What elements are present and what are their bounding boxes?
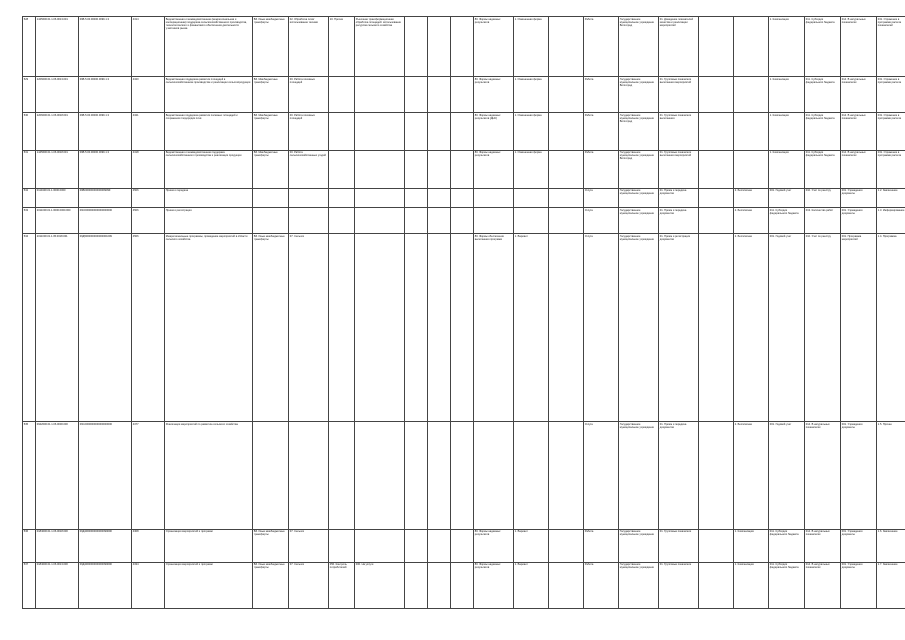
table-cell: 4314 — [132, 17, 165, 77]
table-cell: 001. Годовой учет — [769, 188, 805, 207]
table-cell — [451, 188, 474, 207]
table-cell: 80. Формы обеспечения выполнения программ — [474, 234, 514, 422]
table-cell — [428, 150, 451, 188]
table-cell: 01. Групповые показатели выполнения мероприятий — [659, 77, 699, 113]
table-cell: 80. Формы надежных результатов — [474, 77, 514, 113]
table-cell: 1.2. Заключение — [877, 188, 905, 207]
table-cell — [549, 150, 584, 188]
table-cell: 001. Учреждения документы — [841, 422, 877, 529]
table-cell: 09С0000000000000000000 — [79, 207, 132, 233]
table-cell: 01. Групповые показатели — [659, 529, 699, 562]
table-cell: 4377 — [132, 422, 165, 529]
table-cell: 4321 — [132, 113, 165, 150]
table-cell — [549, 422, 584, 529]
table-cell: 1. Компенсация — [734, 562, 769, 608]
table-cell — [329, 113, 355, 150]
table-cell: 09Д4000000000000099090 — [79, 562, 132, 608]
table-cell: 1.6. Заключение — [877, 529, 905, 562]
table-cell: ВЗ. Межбюджетные трансферты — [253, 77, 289, 113]
table-cell: Ведомственная поддержка развития площадей в сельскохозяйственном производстве и реализации сельхозпродукции — [165, 77, 253, 113]
table-cell — [405, 562, 428, 608]
table-cell — [329, 150, 355, 188]
table-cell: Государственное муниципальное учреждение — [619, 234, 659, 422]
table-cell — [699, 188, 734, 207]
table-cell: 014. В натуральных показателях — [841, 150, 877, 188]
table-cell — [451, 207, 474, 233]
table-cell: 80. Формы надежных результатов (ДНС) — [474, 113, 514, 150]
table-cell — [405, 422, 428, 529]
table-cell — [289, 188, 329, 207]
table-row — [23, 17, 905, 77]
table-cell: 01. Групповые показатели выполнения мероприятий — [659, 150, 699, 188]
table-cell — [451, 150, 474, 188]
table-cell: 09В.5.00.00000.0099.1.3 — [79, 113, 132, 150]
table-cell: 4320 — [132, 77, 165, 113]
table-cell — [355, 529, 405, 562]
table-cell: 07. Сельхоз — [289, 562, 329, 608]
table-cell: Ведомственная и межведомственная (межрегиональная и кооперационная) поддержка сельскохозяйственного производства, технологического и финансового обеспечения деятельности участников рынка — [165, 17, 253, 77]
table-cell: Работа — [584, 17, 619, 77]
table-cell: 536 — [23, 529, 36, 562]
table-cell — [405, 17, 428, 77]
table-cell: 1445600.01.1.06.0013.001 — [36, 17, 79, 77]
table-cell — [405, 188, 428, 207]
table-cell: 02. Обработка почв/использование техники — [289, 17, 329, 77]
table-cell: 014. В натуральных показателях — [841, 17, 877, 77]
table-cell — [734, 17, 769, 77]
table-cell: 011. Субсидии федерального бюджета — [769, 207, 805, 233]
table-cell — [514, 422, 549, 529]
table-cell: 031. Отражение в программе расчета показателей — [877, 17, 905, 77]
table-cell: 014. В натуральных показателях — [841, 113, 877, 150]
table-cell — [699, 207, 734, 233]
table-cell: 00. Работа посевных площадей — [289, 77, 329, 113]
table-cell — [289, 207, 329, 233]
table-cell: 531 — [23, 150, 36, 188]
table-cell — [329, 529, 355, 562]
table-cell — [253, 422, 289, 529]
table-cell: 056. Контроль потребителей — [329, 562, 355, 608]
table-cell — [253, 207, 289, 233]
table-cell — [355, 207, 405, 233]
table-cell: 1.3. Информирование — [877, 207, 905, 233]
table-cell: 011. Субсидии федерального бюджета — [805, 17, 841, 77]
table-cell: 1. Измененная форма — [514, 150, 549, 188]
table-cell: Государственное муниципальное учреждение — [619, 422, 659, 529]
table-cell — [549, 17, 584, 77]
table-cell — [451, 17, 474, 77]
table-cell — [549, 207, 584, 233]
table-cell — [699, 234, 734, 422]
table-cell: Ведомственная и межведомственная поддержка сельскохозяйственного производства и реализации продукции — [165, 150, 253, 188]
table-cell: Услуга — [584, 234, 619, 422]
table-cell: 031. Отражение в программе расчета — [877, 77, 905, 113]
table-cell — [451, 529, 474, 562]
table-cell — [355, 150, 405, 188]
table-cell — [428, 207, 451, 233]
table-cell: 031. Отражение в программе расчета — [877, 113, 905, 150]
table-cell — [451, 77, 474, 113]
table-cell: ВЗ. Межбюджетные трансферты — [253, 113, 289, 150]
table-cell — [514, 207, 549, 233]
table-cell: Государственное муниципальное учреждение Волгоград — [619, 17, 659, 77]
table-cell — [699, 562, 734, 608]
table-cell: 011. Субсидии федерального бюджета — [805, 113, 841, 150]
table-cell: Работа — [584, 113, 619, 150]
table-cell: 0942000.01.1.06.0000.000 — [36, 422, 79, 529]
table-cell: 01. Доведение показателей качества и реализации мероприятий — [659, 17, 699, 77]
table-cell: 1. Измененная форма — [514, 17, 549, 77]
table-cell: Государственное муниципальное учреждение — [619, 207, 659, 233]
table-cell — [451, 562, 474, 608]
table-cell — [329, 207, 355, 233]
table-cell: 09В.5.00.00000.0099.1.3 — [79, 150, 132, 188]
table-cell: 01. Групповые показатели — [659, 562, 699, 608]
table-cell: 4506 — [132, 207, 165, 233]
table-row — [23, 77, 905, 113]
table-cell — [699, 422, 734, 529]
table-cell — [549, 113, 584, 150]
table-cell: 10. Прочие — [329, 17, 355, 77]
table-cell: 1. Измененная форма — [514, 77, 549, 113]
table-cell: 1. Компенсация — [734, 529, 769, 562]
table-cell: Ведомственная поддержка развития посевных площадей и сохранения плодородия почв — [165, 113, 253, 150]
table-cell — [329, 77, 355, 113]
table-cell: 1. Вариант — [514, 234, 549, 422]
table-row — [23, 422, 905, 529]
table-cell — [514, 188, 549, 207]
table-cell: 80. Формы надежных результатов — [474, 150, 514, 188]
table-cell — [428, 113, 451, 150]
table-cell: Организация мероприятий и программ — [165, 562, 253, 608]
table-cell: 01. Групповые показатели выполнения — [659, 113, 699, 150]
table-cell: 001. Учреждения документы — [841, 562, 877, 608]
table-cell — [451, 113, 474, 150]
table-cell: Работа — [584, 529, 619, 562]
table-cell: Государственное муниципальное учреждение — [619, 188, 659, 207]
table-cell: 0184000.01.1.06.0018.000 — [36, 529, 79, 562]
table-cell: Государственное муниципальное учреждение — [619, 562, 659, 608]
table-cell: Государственное муниципальное учреждение Волгоград — [619, 113, 659, 150]
table-cell — [549, 188, 584, 207]
table-cell: Прием и регистрация — [165, 207, 253, 233]
table-cell: 530 — [23, 113, 36, 150]
table-cell: 2011000.01.1.0000.0000.000 — [36, 207, 79, 233]
table-cell — [355, 188, 405, 207]
table-cell — [734, 113, 769, 150]
table-cell: 011. Субсидии федерального бюджета — [769, 529, 805, 562]
table-cell — [474, 188, 514, 207]
table-cell: 001. Учреждения документы — [841, 188, 877, 207]
table-cell — [289, 422, 329, 529]
table-cell: 80. Формы надежных результатов — [474, 562, 514, 608]
table-cell: 528 — [23, 17, 36, 77]
table-cell: 1.7. Заключение — [877, 562, 905, 608]
table-cell: 01. Прием и регистрация документов — [659, 234, 699, 422]
table-cell: 011. Субсидии федерального бюджета — [805, 150, 841, 188]
table-cell: 011. Субсидии федерального бюджета — [805, 77, 841, 113]
table-cell — [355, 77, 405, 113]
table-cell: 1.4. Программа — [877, 234, 905, 422]
table-row — [23, 150, 905, 188]
table-cell: 4506 — [132, 234, 165, 422]
table-cell — [405, 113, 428, 150]
table-cell: 07. Сельхоз — [289, 529, 329, 562]
table-cell: 010. Учет по реестру — [805, 188, 841, 207]
table-row — [23, 113, 905, 150]
table-cell — [699, 529, 734, 562]
table-cell — [405, 529, 428, 562]
table-cell: 09Д4000000000000099090 — [79, 529, 132, 562]
table-cell — [474, 422, 514, 529]
table-cell: 80. Формы надежных результатов — [474, 529, 514, 562]
table-cell: 1.5. Прочее — [877, 422, 905, 529]
table-cell: 07. Сельхоз — [289, 234, 329, 422]
table-cell — [474, 207, 514, 233]
table-cell: 09С2000000000000000000 — [79, 422, 132, 529]
table-cell: 1. Компенсация — [769, 17, 805, 77]
table-cell: 011. Субсидии федерального бюджета — [769, 562, 805, 608]
table-row — [23, 562, 905, 608]
table-cell: Государственное муниципальное учреждение — [619, 529, 659, 562]
table-cell: Реализация мероприятий по развитию сельского хозяйства — [165, 422, 253, 529]
table-cell: 532 — [23, 188, 36, 207]
table-row — [23, 234, 905, 422]
table-cell — [253, 188, 289, 207]
table-cell — [699, 77, 734, 113]
table-cell — [405, 234, 428, 422]
table-cell — [699, 150, 734, 188]
table-cell: 031. Отражение в программе расчета — [877, 150, 905, 188]
table-cell: 2. Бесплатная — [734, 207, 769, 233]
table-cell: 001. Годовой учет — [769, 422, 805, 529]
table-cell — [405, 150, 428, 188]
table-cell: 014. В натуральных показателях — [841, 77, 877, 113]
table-cell — [329, 234, 355, 422]
table-cell: 09В.5.00.00000.0099.1.3 — [79, 17, 132, 77]
table-cell: ВЗ. Иные межбюджетные трансферты — [253, 529, 289, 562]
table-cell — [428, 422, 451, 529]
table-cell — [405, 77, 428, 113]
table-cell: 01. Прием и передача документов — [659, 207, 699, 233]
table-cell — [549, 529, 584, 562]
table-cell: 013. Количество работ — [805, 207, 841, 233]
table-cell: 4308 — [132, 529, 165, 562]
table-row — [23, 207, 905, 233]
table-cell: 09В000000000000099099 — [79, 188, 132, 207]
table-cell: ВЗ. Иные межбюджетные трансферты — [253, 562, 289, 608]
table-cell — [428, 562, 451, 608]
table-cell: 1. Компенсация — [769, 150, 805, 188]
table-cell: 2. Бесплатная — [734, 188, 769, 207]
table-cell: 001. Годовой учет — [769, 234, 805, 422]
table-cell — [428, 234, 451, 422]
table-cell: 001. Учреждения документы — [841, 529, 877, 562]
table-cell: ВЗ. Иные межбюджетные трансферты — [253, 234, 289, 422]
table-cell: 537 — [23, 562, 36, 608]
table-cell: 4318 — [132, 150, 165, 188]
table-cell: 09В.5.00.00000.0099.1.3 — [79, 77, 132, 113]
table-cell: 01. Прием и передача документов — [659, 422, 699, 529]
table-cell: Работа — [584, 77, 619, 113]
table-cell — [699, 113, 734, 150]
table-cell — [428, 17, 451, 77]
table-cell: 4506 — [132, 188, 165, 207]
table-cell: 529 — [23, 77, 36, 113]
table-cell: 00. Работа посевных площадей — [289, 113, 329, 150]
table-cell: 0110430.01.1.0000.0000 — [36, 188, 79, 207]
table-cell: Работа — [584, 562, 619, 608]
table-cell: 1. Компенсация — [769, 113, 805, 150]
table-row — [23, 188, 905, 207]
table-cell: Государственное муниципальное учреждение Волгоград — [619, 77, 659, 113]
table-cell — [734, 150, 769, 188]
table-cell: 2206000.01.1.06.0018.001 — [36, 113, 79, 150]
table-cell: 2. Бесплатная — [734, 234, 769, 422]
table-cell — [355, 234, 405, 422]
table-cell — [329, 422, 355, 529]
table-cell — [428, 188, 451, 207]
table-cell: 001. Программа мероприятий — [841, 234, 877, 422]
table-cell — [329, 188, 355, 207]
table-cell — [734, 77, 769, 113]
table-cell: 01. Прием и передача документов — [659, 188, 699, 207]
table-cell: 014. В натуральных показателях — [805, 562, 841, 608]
table-cell: 1. Вариант — [514, 562, 549, 608]
table-cell — [699, 17, 734, 77]
table-cell — [451, 422, 474, 529]
table-cell: Услуга — [584, 188, 619, 207]
table-cell — [549, 77, 584, 113]
table-cell: 010. Учет по реестру — [805, 234, 841, 422]
table-cell: Услуга — [584, 207, 619, 233]
table-cell: 014. В натуральных показателях — [805, 529, 841, 562]
table-cell: 4334 — [132, 562, 165, 608]
table-row — [23, 529, 905, 562]
table-cell: 80. Формы надежных результатов — [474, 17, 514, 77]
table-cell: 1. Компенсация — [769, 77, 805, 113]
table-cell — [549, 562, 584, 608]
table-cell — [355, 422, 405, 529]
table-cell — [549, 234, 584, 422]
registry-table — [22, 16, 905, 609]
table-cell: 000. На услуги — [355, 562, 405, 608]
table-cell: 00. Работа сельскохозяйственных угодий — [289, 150, 329, 188]
table-cell: Государственное муниципальное учреждение Волгоград — [619, 150, 659, 188]
table-cell: Рыночная трансформационная обработка площадей: использование ресурсов сельского хозяйства — [355, 17, 405, 77]
table-cell — [405, 207, 428, 233]
table-cell: Прием и передача — [165, 188, 253, 207]
table-cell — [451, 234, 474, 422]
table-cell: 001. Учреждения документы — [841, 207, 877, 233]
table-cell: Межрегиональные программы, проведение мероприятий в области сельского хозяйства — [165, 234, 253, 422]
table-cell: 535 — [23, 422, 36, 529]
table-cell: 533 — [23, 207, 36, 233]
table-cell — [428, 77, 451, 113]
table-cell: 09Д5000000000000001099 — [79, 234, 132, 422]
table-cell: 1. Измененная форма — [514, 113, 549, 150]
table-cell: 1445600.01.1.06.0018.001 — [36, 150, 79, 188]
table-cell: 014. В натуральных показателях — [805, 422, 841, 529]
table-cell: 2206000.01.1.06.0013.001 — [36, 77, 79, 113]
table-cell: ВЗ. Иные межбюджетные трансферты — [253, 17, 289, 77]
table-cell — [428, 529, 451, 562]
table-cell: Организация мероприятий и программ — [165, 529, 253, 562]
table-cell: 534 — [23, 234, 36, 422]
table-cell: Услуга — [584, 422, 619, 529]
table-cell: ВЗ. Межбюджетные трансферты — [253, 150, 289, 188]
table-cell: Работа — [584, 150, 619, 188]
table-cell — [355, 113, 405, 150]
table-cell: 2. Бесплатная — [734, 422, 769, 529]
table-cell: 0184000.01.1.06.0013.000 — [36, 562, 79, 608]
table-cell: 1. Вариант — [514, 529, 549, 562]
table-cell: 2011000.01.1.05.0018.001 — [36, 234, 79, 422]
